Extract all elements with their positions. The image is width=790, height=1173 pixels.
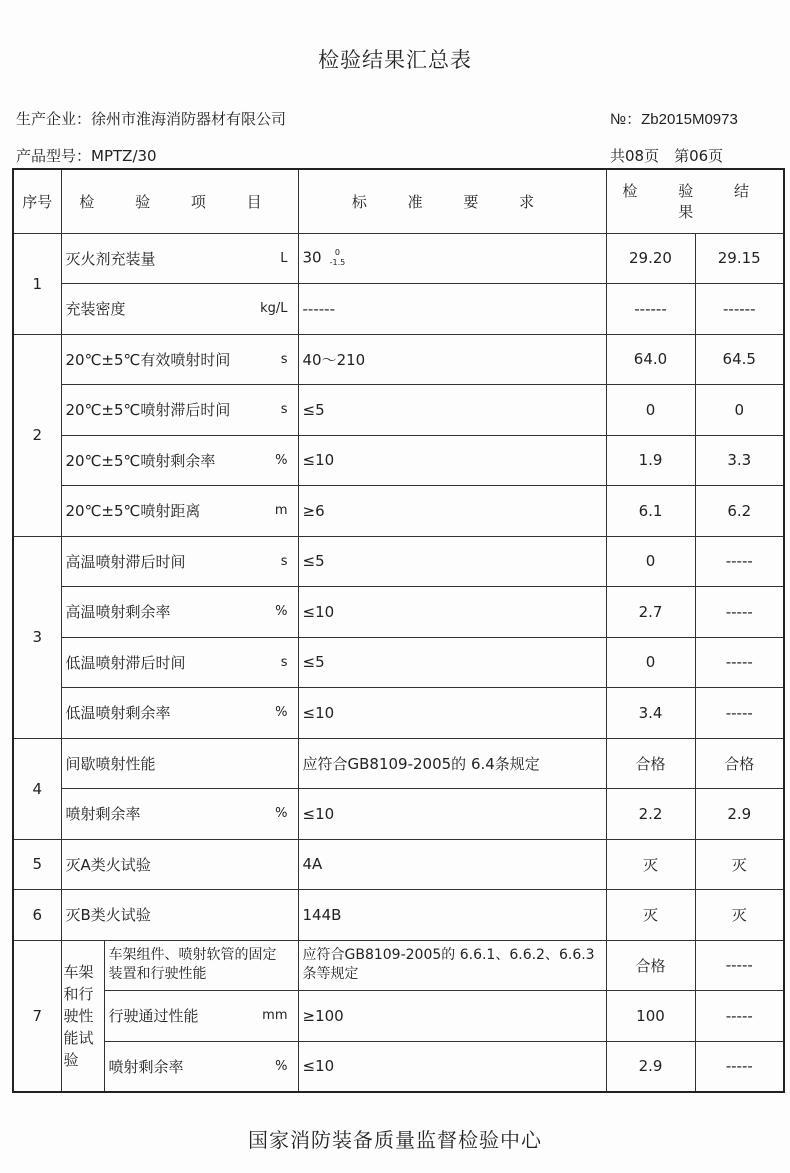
tolerance-upper: 0 xyxy=(334,248,340,258)
model-line xyxy=(16,145,157,166)
result-2: 64.5 xyxy=(695,334,784,385)
item-unit: s xyxy=(280,402,288,418)
result-1: 1.9 xyxy=(606,435,695,486)
table-row xyxy=(13,637,784,688)
standard-value: 144B xyxy=(302,905,342,924)
item-unit: % xyxy=(275,452,288,468)
model-value: MPTZ/30 xyxy=(91,147,157,165)
standard-value: 30 xyxy=(302,248,322,267)
table-row xyxy=(13,991,784,1042)
standard-value: ≥100 xyxy=(302,1006,344,1025)
item-unit: kg/L xyxy=(260,301,288,317)
standard-value: 应符合GB8109-2005的 6.6.1、6.6.2、6.6.3条等规定 xyxy=(302,947,595,983)
table-row xyxy=(13,890,784,941)
item-name: 充装密度 xyxy=(65,300,126,319)
header-result: 检 验 结 果 xyxy=(606,169,784,233)
standard-cell xyxy=(298,789,606,840)
item-cell xyxy=(104,991,298,1042)
document-title: 检验结果汇总表 xyxy=(318,48,472,72)
table-row xyxy=(13,435,784,486)
item-cell xyxy=(61,536,298,587)
item-name: 20℃±5℃喷射剩余率 xyxy=(65,451,216,470)
item-cell xyxy=(61,738,298,789)
result-1: 合格 xyxy=(606,940,695,991)
standard-value: 4A xyxy=(302,855,323,874)
item-name: 车架组件、喷射软管的固定装置和行驶性能 xyxy=(108,947,277,983)
result-2: 29.15 xyxy=(695,233,784,284)
report-number: №：Zb2015M0973 xyxy=(610,111,738,128)
page-count: 共08页 第06页 xyxy=(610,147,724,165)
standard-value: ≤5 xyxy=(302,400,325,419)
item-cell xyxy=(61,890,298,941)
result-1: 100 xyxy=(606,991,695,1042)
result-1: 0 xyxy=(606,536,695,587)
standard-value: ≤5 xyxy=(302,552,325,571)
item-cell xyxy=(61,233,298,284)
table-row xyxy=(13,233,784,284)
standard-cell xyxy=(298,890,606,941)
item-cell xyxy=(61,637,298,688)
item-cell xyxy=(61,284,298,335)
table-row xyxy=(13,486,784,537)
standard-cell xyxy=(298,435,606,486)
result-2: ----- xyxy=(695,991,784,1042)
standard-cell xyxy=(298,637,606,688)
item-name: 灭火剂充装量 xyxy=(65,249,156,268)
standard-cell xyxy=(298,284,606,335)
standard-value: ≤10 xyxy=(302,451,335,470)
result-2: ----- xyxy=(695,940,784,991)
table-header xyxy=(13,169,784,233)
item-cell xyxy=(61,688,298,739)
item-cell xyxy=(61,587,298,638)
result-1: 2.7 xyxy=(606,587,695,638)
item-cell xyxy=(61,385,298,436)
seq-cell: 2 xyxy=(13,334,61,536)
result-1: 29.20 xyxy=(606,233,695,284)
standard-cell xyxy=(298,839,606,890)
item-unit: s xyxy=(280,351,288,367)
table-row xyxy=(13,789,784,840)
standard-cell xyxy=(298,738,606,789)
standard-value: ≤10 xyxy=(302,703,335,722)
table-row xyxy=(13,334,784,385)
results-table xyxy=(12,168,785,1093)
seq-cell: 6 xyxy=(13,890,61,941)
standard-cell xyxy=(298,536,606,587)
item-cell xyxy=(61,334,298,385)
result-2: 灭 xyxy=(695,890,784,941)
item-cell xyxy=(104,1041,298,1092)
table-row xyxy=(13,738,784,789)
result-1: 0 xyxy=(606,637,695,688)
standard-cell xyxy=(298,587,606,638)
standard-cell xyxy=(298,233,606,284)
header-standard: 标 准 要 求 xyxy=(298,169,606,233)
company-label: 生产企业： xyxy=(16,110,92,128)
standard-cell xyxy=(298,940,606,991)
standard-value: ≤10 xyxy=(302,1057,335,1075)
result-2: ----- xyxy=(695,1041,784,1092)
result-2: 3.3 xyxy=(695,435,784,486)
table-row xyxy=(13,940,784,991)
table-row xyxy=(13,839,784,890)
seq-cell: 4 xyxy=(13,738,61,839)
item-cell xyxy=(104,940,298,991)
item-name: 喷射剩余率 xyxy=(65,805,141,824)
group-cell: 车架和行驶性能试验 xyxy=(61,940,104,1092)
table-row xyxy=(13,688,784,739)
item-unit: L xyxy=(280,250,288,266)
standard-cell xyxy=(298,486,606,537)
model-label: 产品型号： xyxy=(16,147,92,165)
result-1: 64.0 xyxy=(606,334,695,385)
result-2: ----- xyxy=(695,637,784,688)
result-2: 6.2 xyxy=(695,486,784,537)
item-unit: m xyxy=(274,503,288,519)
result-1: 合格 xyxy=(606,738,695,789)
seq-cell: 7 xyxy=(13,940,61,1092)
result-2: 2.9 xyxy=(695,789,784,840)
standard-value: 应符合GB8109-2005的 6.4条规定 xyxy=(302,754,540,773)
result-1: 灭 xyxy=(606,839,695,890)
item-unit: % xyxy=(275,604,288,620)
item-name: 20℃±5℃有效喷射时间 xyxy=(65,350,231,369)
tolerance xyxy=(330,248,346,268)
item-name: 20℃±5℃喷射距离 xyxy=(65,502,201,521)
result-2: ----- xyxy=(695,587,784,638)
result-2: ----- xyxy=(695,688,784,739)
result-2: ----- xyxy=(695,536,784,587)
item-unit: % xyxy=(275,1058,288,1074)
issuer-footer: 国家消防装备质量监督检验中心 xyxy=(248,1128,542,1152)
item-name: 灭A类火试验 xyxy=(65,855,151,874)
table-row xyxy=(13,587,784,638)
table-row xyxy=(13,284,784,335)
seq-cell: 3 xyxy=(13,536,61,738)
item-name: 间歇喷射性能 xyxy=(65,754,156,773)
item-unit: s xyxy=(280,654,288,670)
item-unit: % xyxy=(275,705,288,721)
result-1: 3.4 xyxy=(606,688,695,739)
standard-value: ≥6 xyxy=(302,501,325,520)
header-seq: 序号 xyxy=(13,169,61,233)
standard-value: ------ xyxy=(302,299,335,318)
item-name: 高温喷射滞后时间 xyxy=(65,552,186,571)
item-name: 低温喷射滞后时间 xyxy=(65,653,186,672)
company-line xyxy=(16,108,286,129)
standard-cell xyxy=(298,991,606,1042)
item-name: 高温喷射剩余率 xyxy=(65,603,171,622)
standard-cell xyxy=(298,334,606,385)
item-cell xyxy=(61,486,298,537)
item-cell xyxy=(61,435,298,486)
company-name: 徐州市淮海消防器材有限公司 xyxy=(91,110,287,128)
item-unit: s xyxy=(280,553,288,569)
standard-value: ≤5 xyxy=(302,653,325,672)
result-1: 2.2 xyxy=(606,789,695,840)
result-1: 灭 xyxy=(606,890,695,941)
item-name: 灭B类火试验 xyxy=(65,906,151,925)
table-row xyxy=(13,536,784,587)
item-name: 喷射剩余率 xyxy=(108,1057,184,1076)
item-name: 行驶通过性能 xyxy=(108,1007,199,1026)
standard-value: 40～210 xyxy=(302,350,366,369)
result-2: 灭 xyxy=(695,839,784,890)
seq-cell: 5 xyxy=(13,839,61,890)
header-item: 检 验 项 目 xyxy=(61,169,298,233)
standard-cell xyxy=(298,1041,606,1092)
item-cell xyxy=(61,789,298,840)
seq-cell: 1 xyxy=(13,233,61,334)
item-unit: % xyxy=(275,806,288,822)
item-cell xyxy=(61,839,298,890)
tolerance-lower: -1.5 xyxy=(329,258,346,268)
result-1: 6.1 xyxy=(606,486,695,537)
standard-value: ≤10 xyxy=(302,602,335,621)
standard-value: ≤10 xyxy=(302,804,335,823)
result-2: ------ xyxy=(695,284,784,335)
result-1: 2.9 xyxy=(606,1041,695,1092)
item-name: 低温喷射剩余率 xyxy=(65,704,171,723)
result-2: 合格 xyxy=(695,738,784,789)
standard-cell xyxy=(298,385,606,436)
table-row xyxy=(13,385,784,436)
item-unit: mm xyxy=(262,1008,288,1024)
item-name: 20℃±5℃喷射滞后时间 xyxy=(65,401,231,420)
table-row xyxy=(13,1041,784,1092)
result-1: ------ xyxy=(606,284,695,335)
result-2: 0 xyxy=(695,385,784,436)
result-1: 0 xyxy=(606,385,695,436)
standard-cell xyxy=(298,688,606,739)
